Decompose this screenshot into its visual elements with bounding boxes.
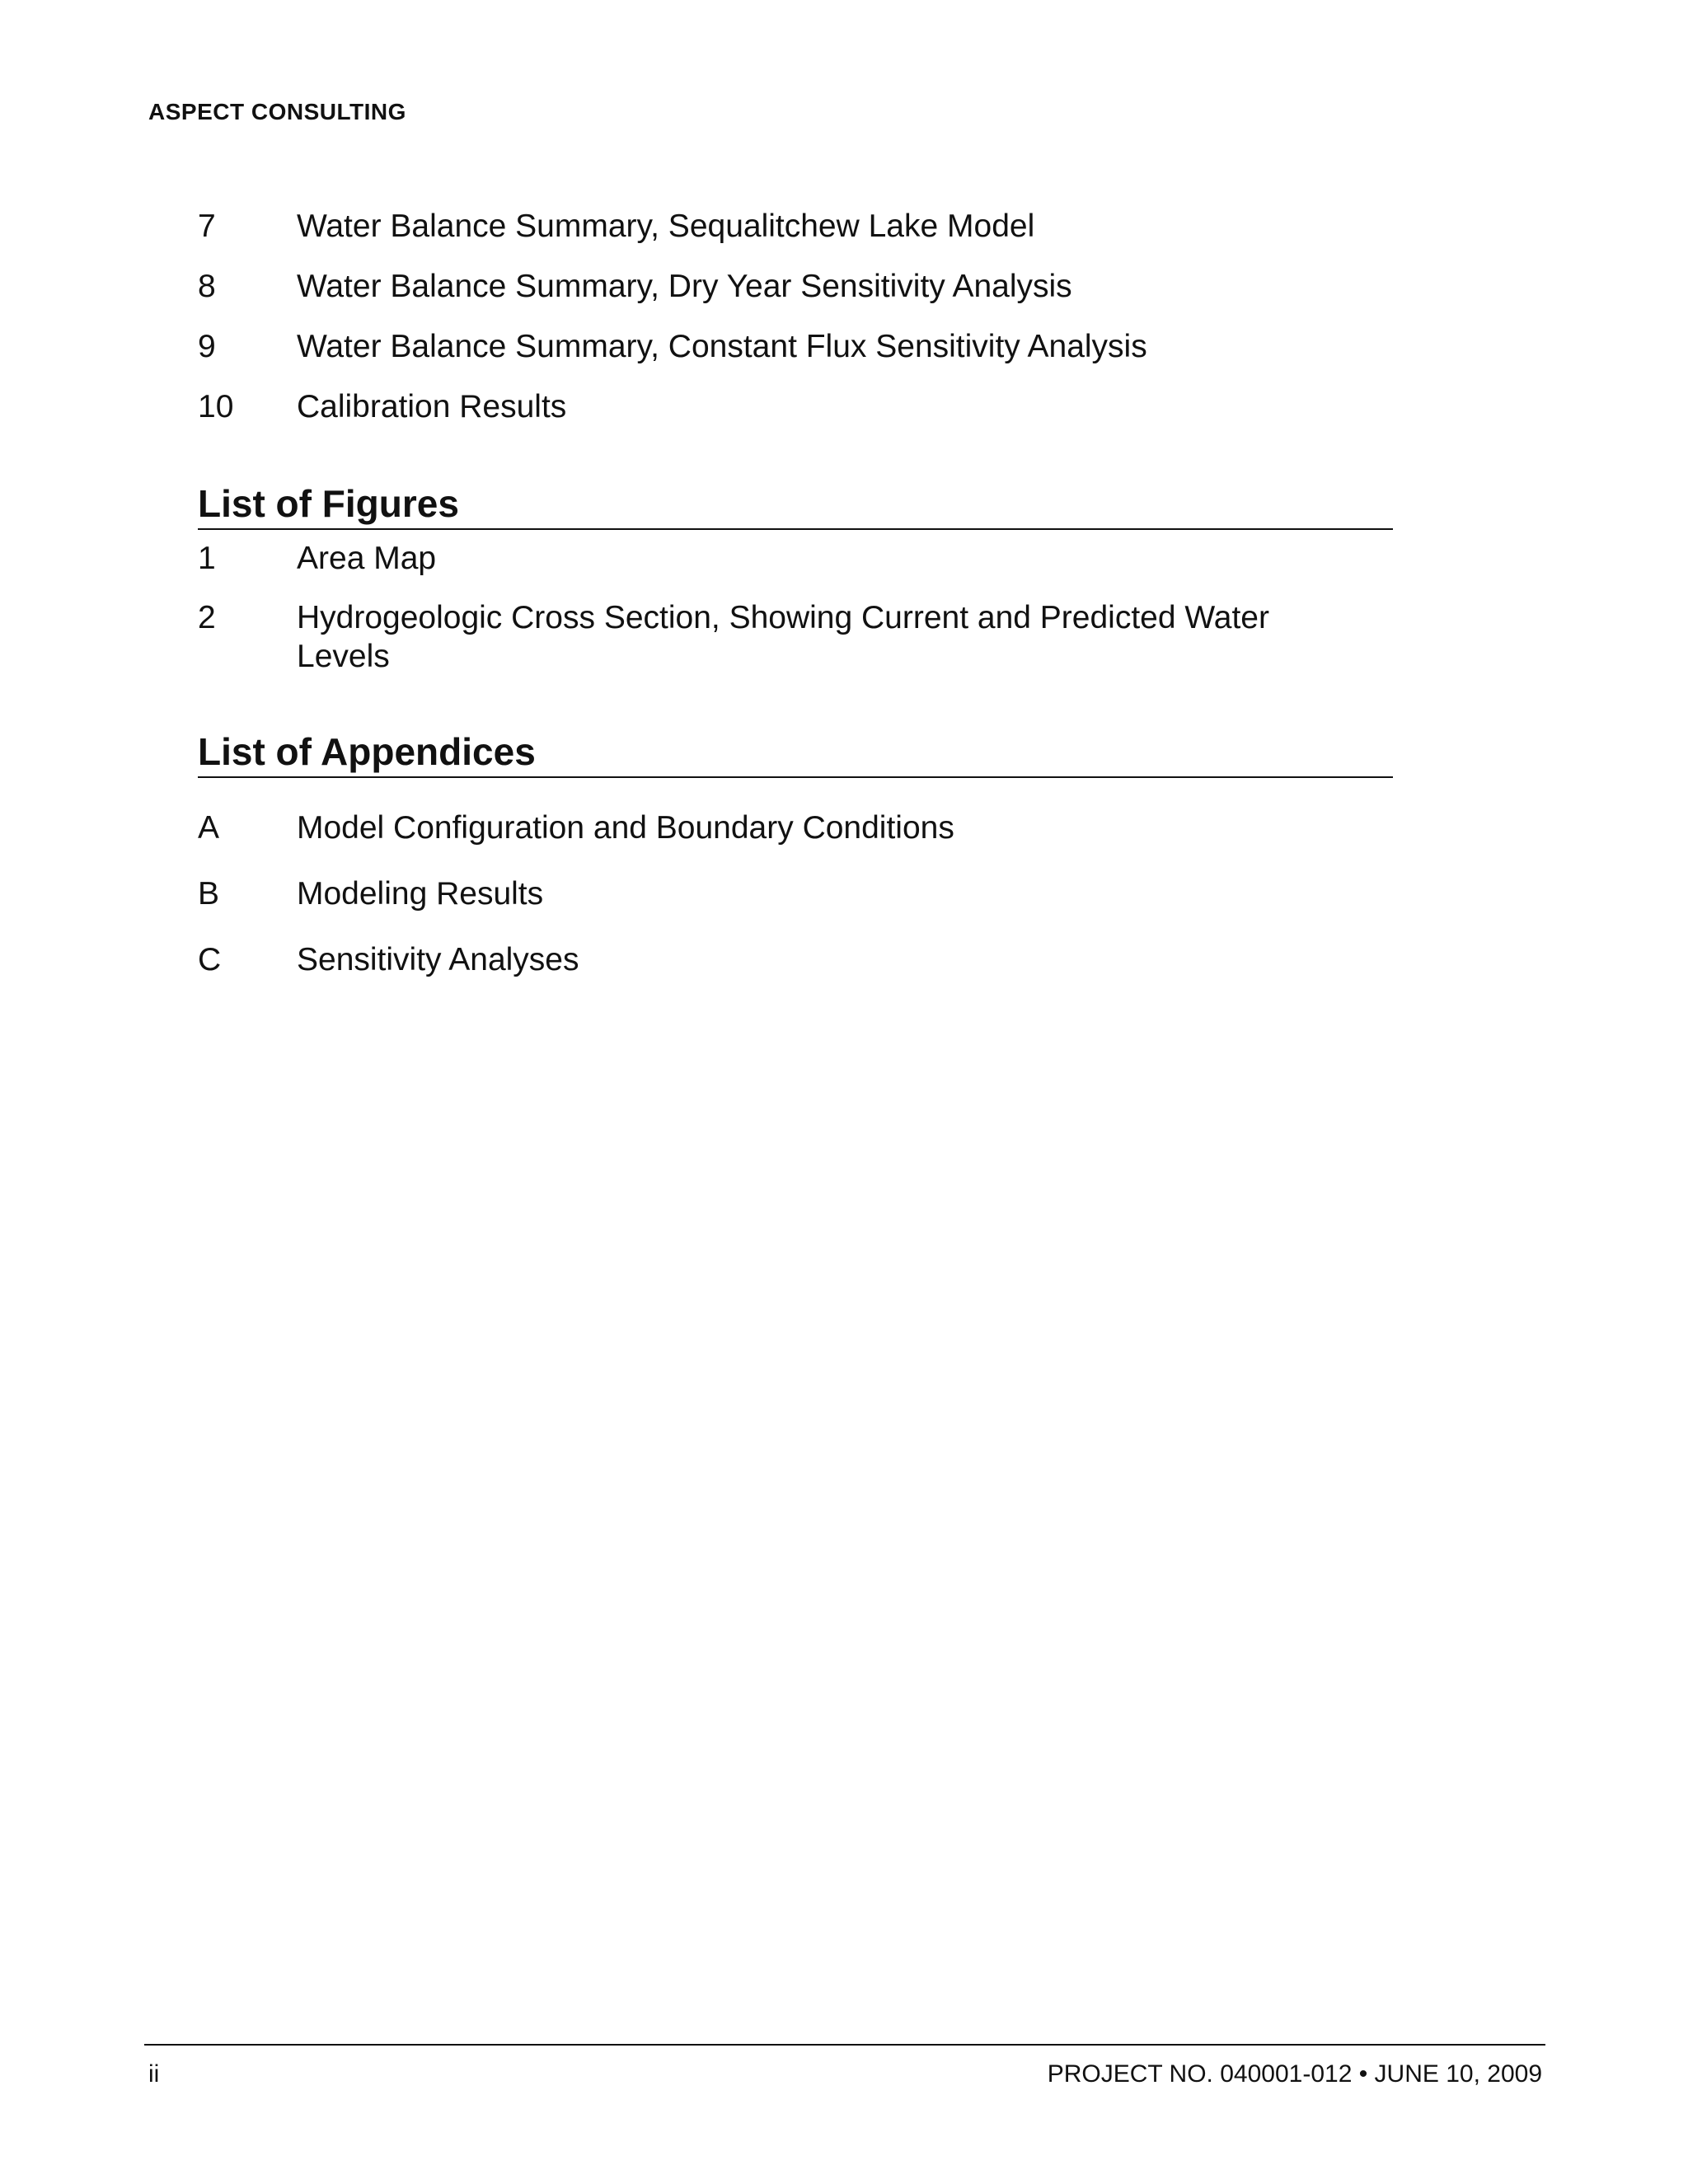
figure-entry [198, 598, 1393, 676]
list-of-figures-heading: List of Figures [198, 480, 1393, 530]
figure-entry-title: Hydrogeologic Cross Section, Showing Current and Predicted Water Levels [297, 600, 1269, 674]
appendix-entry-title: Modeling Results [297, 876, 544, 912]
table-entry [198, 267, 1393, 306]
table-entry [198, 327, 1393, 366]
figure-entry-number: 1 [198, 541, 216, 576]
appendix-entry-title: Model Configuration and Boundary Conditions [297, 810, 954, 846]
list-of-tables [198, 207, 1393, 448]
figure-entry-title: Area Map [297, 541, 437, 576]
appendix-entry-letter: C [198, 942, 222, 977]
table-entry-title: Calibration Results [297, 389, 567, 424]
table-entry [198, 387, 1393, 426]
company-header: ASPECT CONSULTING [148, 99, 406, 124]
appendix-entry-title: Sensitivity Analyses [297, 942, 579, 977]
appendix-entry-letter: A [198, 810, 220, 846]
figure-entry [198, 539, 1393, 578]
list-of-figures [198, 539, 1393, 696]
table-entry-number: 7 [198, 209, 216, 244]
table-entry-number: 8 [198, 269, 216, 304]
table-entry-title: Water Balance Summary, Dry Year Sensitivity Analysis [297, 269, 1072, 304]
figure-entry-number: 2 [198, 600, 216, 635]
appendix-entry-letter: B [198, 876, 220, 912]
appendix-entry [198, 808, 1393, 847]
footer-divider [144, 2044, 1545, 2046]
table-entry-number: 9 [198, 329, 216, 364]
table-entry [198, 207, 1393, 246]
table-entry-number: 10 [198, 389, 234, 424]
appendix-entry [198, 874, 1393, 913]
table-entry-title: Water Balance Summary, Sequalitchew Lake Model [297, 209, 1035, 244]
project-number-date: PROJECT NO. 040001-012 • JUNE 10, 2009 [1047, 2060, 1542, 2088]
list-of-appendices-heading: List of Appendices [198, 729, 1393, 778]
table-entry-title: Water Balance Summary, Constant Flux Sensitivity Analysis [297, 329, 1147, 364]
list-of-appendices [198, 808, 1393, 1006]
page-number: ii [148, 2060, 160, 2088]
appendix-entry [198, 940, 1393, 979]
